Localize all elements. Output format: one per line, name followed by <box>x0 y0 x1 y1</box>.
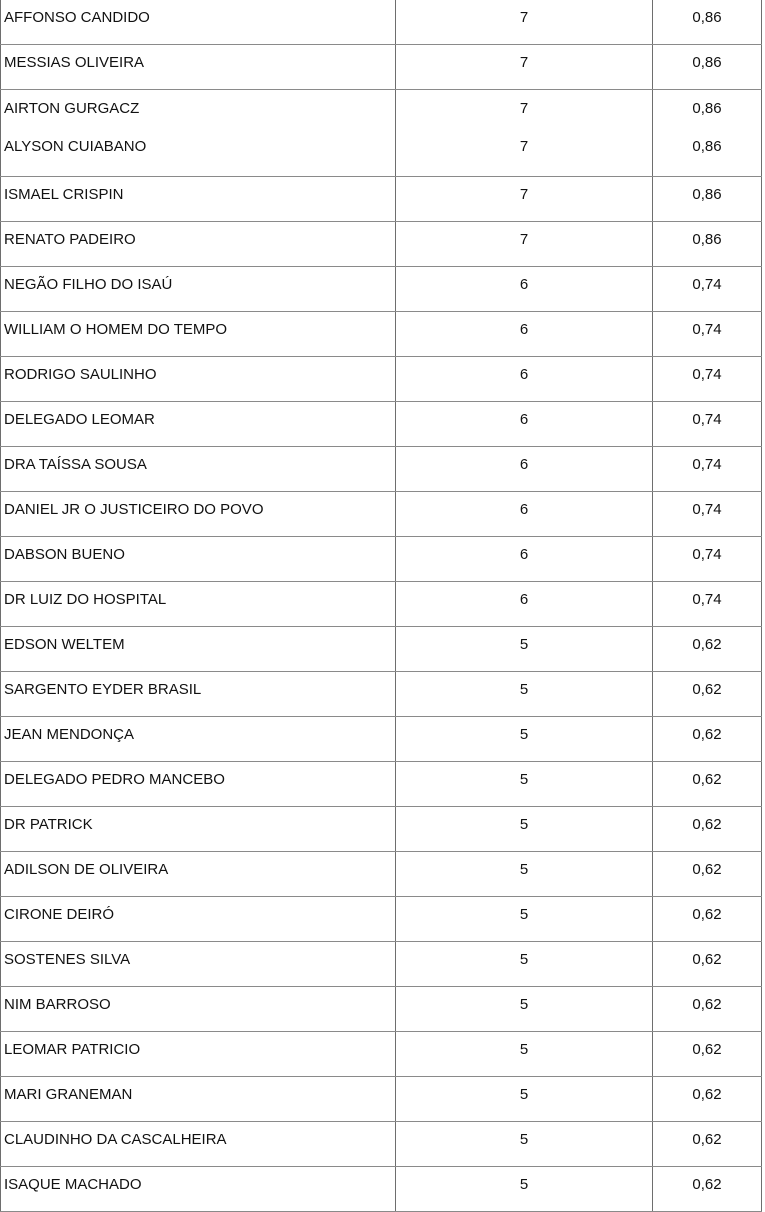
votes-text: 5 <box>519 951 529 968</box>
percentage-cell <box>653 1032 762 1077</box>
percentage-cell <box>653 582 762 627</box>
candidate-name-cell <box>1 537 396 582</box>
votes-cell <box>396 987 653 1032</box>
table-row <box>1 447 762 492</box>
percentage-cell <box>653 222 762 267</box>
votes-text: 6 <box>519 366 529 383</box>
percentage-text: 0,74 <box>692 276 722 293</box>
votes-text: 6 <box>519 276 529 293</box>
table-row <box>1 1032 762 1077</box>
percentage-text: 0,74 <box>692 591 722 608</box>
votes-text: 5 <box>519 1041 529 1058</box>
candidate-name-cell <box>1 0 396 45</box>
percentage-text: 0,62 <box>692 726 722 743</box>
votes-cell <box>396 90 653 177</box>
votes-cell <box>396 312 653 357</box>
votes-text: 5 <box>519 1131 529 1148</box>
table-row <box>1 762 762 807</box>
percentage-text: 0,62 <box>692 636 722 653</box>
votes-text: 5 <box>519 996 529 1013</box>
candidate-name-cell <box>1 177 396 222</box>
votes-cell <box>396 1122 653 1167</box>
percentage-text: 0,62 <box>692 816 722 833</box>
percentage-text: 0,62 <box>692 1086 722 1103</box>
votes-text: 5 <box>519 726 529 743</box>
percentage-text: 0,62 <box>692 1131 722 1148</box>
votes-cell <box>396 222 653 267</box>
table-row <box>1 987 762 1032</box>
percentage-cell <box>653 627 762 672</box>
percentage-text: 0,86 <box>692 100 722 117</box>
votes-text: 6 <box>519 411 529 428</box>
candidate-name-cell <box>1 1122 396 1167</box>
candidate-name-text: MARI GRANEMAN <box>4 1086 133 1103</box>
percentage-text: 0,62 <box>692 906 722 923</box>
percentage-cell <box>653 807 762 852</box>
candidate-name-cell <box>1 1032 396 1077</box>
votes-cell <box>396 45 653 90</box>
candidate-name-cell <box>1 762 396 807</box>
table-row <box>1 357 762 402</box>
percentage-text: 0,86 <box>692 9 722 26</box>
candidate-name-cell <box>1 852 396 897</box>
votes-text: 5 <box>519 816 529 833</box>
votes-cell <box>396 762 653 807</box>
table-row <box>1 222 762 267</box>
candidate-name-text: DR PATRICK <box>4 816 93 833</box>
table-row <box>1 897 762 942</box>
percentage-text: 0,62 <box>692 996 722 1013</box>
percentage-cell <box>653 45 762 90</box>
candidate-name-cell <box>1 267 396 312</box>
candidate-name-text: AIRTON GURGACZ <box>4 100 140 117</box>
percentage-cell <box>653 90 762 177</box>
candidate-name-text: WILLIAM O HOMEM DO TEMPO <box>4 321 228 338</box>
votes-cell <box>396 1077 653 1122</box>
candidate-name-text: RENATO PADEIRO <box>4 231 136 248</box>
votes-cell <box>396 807 653 852</box>
candidate-name-cell <box>1 807 396 852</box>
candidate-name-text: ADILSON DE OLIVEIRA <box>4 861 169 878</box>
candidate-name-cell <box>1 90 396 177</box>
votes-text: 5 <box>519 636 529 653</box>
table-row <box>1 582 762 627</box>
candidate-name-text: ISMAEL CRISPIN <box>4 186 124 203</box>
candidate-name-text: NIM BARROSO <box>4 996 111 1013</box>
table-continuation <box>0 1185 765 1200</box>
percentage-cell <box>653 177 762 222</box>
candidate-name-text: CLAUDINHO DA CASCALHEIRA <box>4 1131 227 1148</box>
votes-text: 7 <box>519 54 529 71</box>
table-row <box>1 90 762 177</box>
percentage-text: 0,62 <box>692 951 722 968</box>
candidate-name-cell <box>1 897 396 942</box>
candidate-name-cell <box>1 672 396 717</box>
candidate-name-cell <box>1 45 396 90</box>
table-row <box>1 0 762 45</box>
table-row <box>1 492 762 537</box>
votes-text: 6 <box>519 546 529 563</box>
votes-cell <box>396 897 653 942</box>
candidate-name-text: SOSTENES SILVA <box>4 951 131 968</box>
percentage-text: 0,74 <box>692 366 722 383</box>
candidate-name-cell <box>1 627 396 672</box>
percentage-text: 0,86 <box>692 231 722 248</box>
candidate-name-text: AFFONSO CANDIDO <box>4 9 150 26</box>
candidate-name-text: DR LUIZ DO HOSPITAL <box>4 591 167 608</box>
percentage-cell <box>653 537 762 582</box>
table-row <box>1 717 762 762</box>
percentage-text: 0,86 <box>692 186 722 203</box>
votes-cell <box>396 942 653 987</box>
table-row <box>1 1077 762 1122</box>
candidate-name-text: CIRONE DEIRÓ <box>4 906 115 923</box>
votes-cell <box>396 1032 653 1077</box>
table-row <box>1 1122 762 1167</box>
candidate-name-cell <box>1 987 396 1032</box>
votes-text: 6 <box>519 456 529 473</box>
candidate-name-text: NEGÃO FILHO DO ISAÚ <box>4 276 173 293</box>
percentage-cell <box>653 762 762 807</box>
candidate-name-text: SARGENTO EYDER BRASIL <box>4 681 202 698</box>
percentage-cell <box>653 1077 762 1122</box>
table-row <box>1 942 762 987</box>
candidate-name-cell <box>1 357 396 402</box>
table-row <box>1 537 762 582</box>
candidate-name-cell <box>1 447 396 492</box>
votes-cell <box>396 852 653 897</box>
candidate-name-cell <box>1 492 396 537</box>
votes-text: 5 <box>519 861 529 878</box>
candidate-name-text: RODRIGO SAULINHO <box>4 366 157 383</box>
votes-cell <box>396 717 653 762</box>
percentage-text: 0,74 <box>692 321 722 338</box>
percentage-cell <box>653 312 762 357</box>
percentage-text: 0,74 <box>692 501 722 518</box>
percentage-text: 0,62 <box>692 1041 722 1058</box>
votes-cell <box>396 177 653 222</box>
votes-text: 7 <box>519 100 529 117</box>
percentage-cell <box>653 717 762 762</box>
percentage-cell <box>653 0 762 45</box>
votes-text: 5 <box>519 771 529 788</box>
votes-cell <box>396 267 653 312</box>
votes-text: 6 <box>519 591 529 608</box>
table-row <box>1 672 762 717</box>
percentage-cell <box>653 402 762 447</box>
percentage-text: 0,74 <box>692 546 722 563</box>
candidate-name-text: DABSON BUENO <box>4 546 125 563</box>
percentage-cell <box>653 447 762 492</box>
percentage-text: 0,86 <box>692 54 722 71</box>
table-row <box>1 267 762 312</box>
table-row <box>1 852 762 897</box>
percentage-cell <box>653 852 762 897</box>
votes-cell <box>396 0 653 45</box>
candidate-name-text: JEAN MENDONÇA <box>4 726 135 743</box>
percentage-text: 0,62 <box>692 1176 722 1193</box>
table-row <box>1 807 762 852</box>
votes-cell <box>396 627 653 672</box>
votes-cell <box>396 492 653 537</box>
percentage-cell <box>653 357 762 402</box>
candidate-name-text: LEOMAR PATRICIO <box>4 1041 141 1058</box>
percentage-text: 0,62 <box>692 861 722 878</box>
candidate-name-cell <box>1 402 396 447</box>
percentage-cell <box>653 942 762 987</box>
candidate-name-text: ALYSON CUIABANO <box>4 138 147 155</box>
candidate-name-text: DELEGADO LEOMAR <box>4 411 155 428</box>
percentage-cell <box>653 987 762 1032</box>
table-row <box>1 45 762 90</box>
candidate-name-cell <box>1 1077 396 1122</box>
percentage-cell <box>653 267 762 312</box>
candidate-name-text: DRA TAÍSSA SOUSA <box>4 456 147 473</box>
table-row <box>1 312 762 357</box>
percentage-text: 0,74 <box>692 411 722 428</box>
table-row <box>1 402 762 447</box>
candidate-name-cell <box>1 222 396 267</box>
percentage-cell <box>653 672 762 717</box>
percentage-cell <box>653 1122 762 1167</box>
candidate-name-text: ISAQUE MACHADO <box>4 1176 142 1193</box>
results-table-body <box>1 0 762 1212</box>
table-row <box>1 627 762 672</box>
candidate-name-cell <box>1 312 396 357</box>
votes-text: 6 <box>519 321 529 338</box>
votes-cell <box>396 402 653 447</box>
votes-cell <box>396 582 653 627</box>
votes-text: 7 <box>519 186 529 203</box>
candidate-name-text: DANIEL JR O JUSTICEIRO DO POVO <box>4 501 264 518</box>
votes-text: 7 <box>519 9 529 26</box>
candidate-name-text: MESSIAS OLIVEIRA <box>4 54 145 71</box>
table-row <box>1 177 762 222</box>
votes-text: 7 <box>519 231 529 248</box>
votes-text: 6 <box>519 501 529 518</box>
candidate-name-cell <box>1 942 396 987</box>
percentage-cell <box>653 897 762 942</box>
percentage-text: 0,62 <box>692 681 722 698</box>
candidate-name-text: EDSON WELTEM <box>4 636 125 653</box>
votes-text: 7 <box>519 138 529 155</box>
votes-cell <box>396 672 653 717</box>
percentage-text: 0,62 <box>692 771 722 788</box>
candidate-name-cell <box>1 582 396 627</box>
votes-text: 5 <box>519 1086 529 1103</box>
percentage-text: 0,86 <box>692 138 722 155</box>
percentage-text: 0,74 <box>692 456 722 473</box>
candidate-name-cell <box>1 717 396 762</box>
votes-cell <box>396 447 653 492</box>
votes-text: 5 <box>519 681 529 698</box>
votes-cell <box>396 537 653 582</box>
percentage-cell <box>653 492 762 537</box>
votes-cell <box>396 357 653 402</box>
votes-text: 5 <box>519 906 529 923</box>
candidate-name-text: DELEGADO PEDRO MANCEBO <box>4 771 225 788</box>
votes-text: 5 <box>519 1176 529 1193</box>
